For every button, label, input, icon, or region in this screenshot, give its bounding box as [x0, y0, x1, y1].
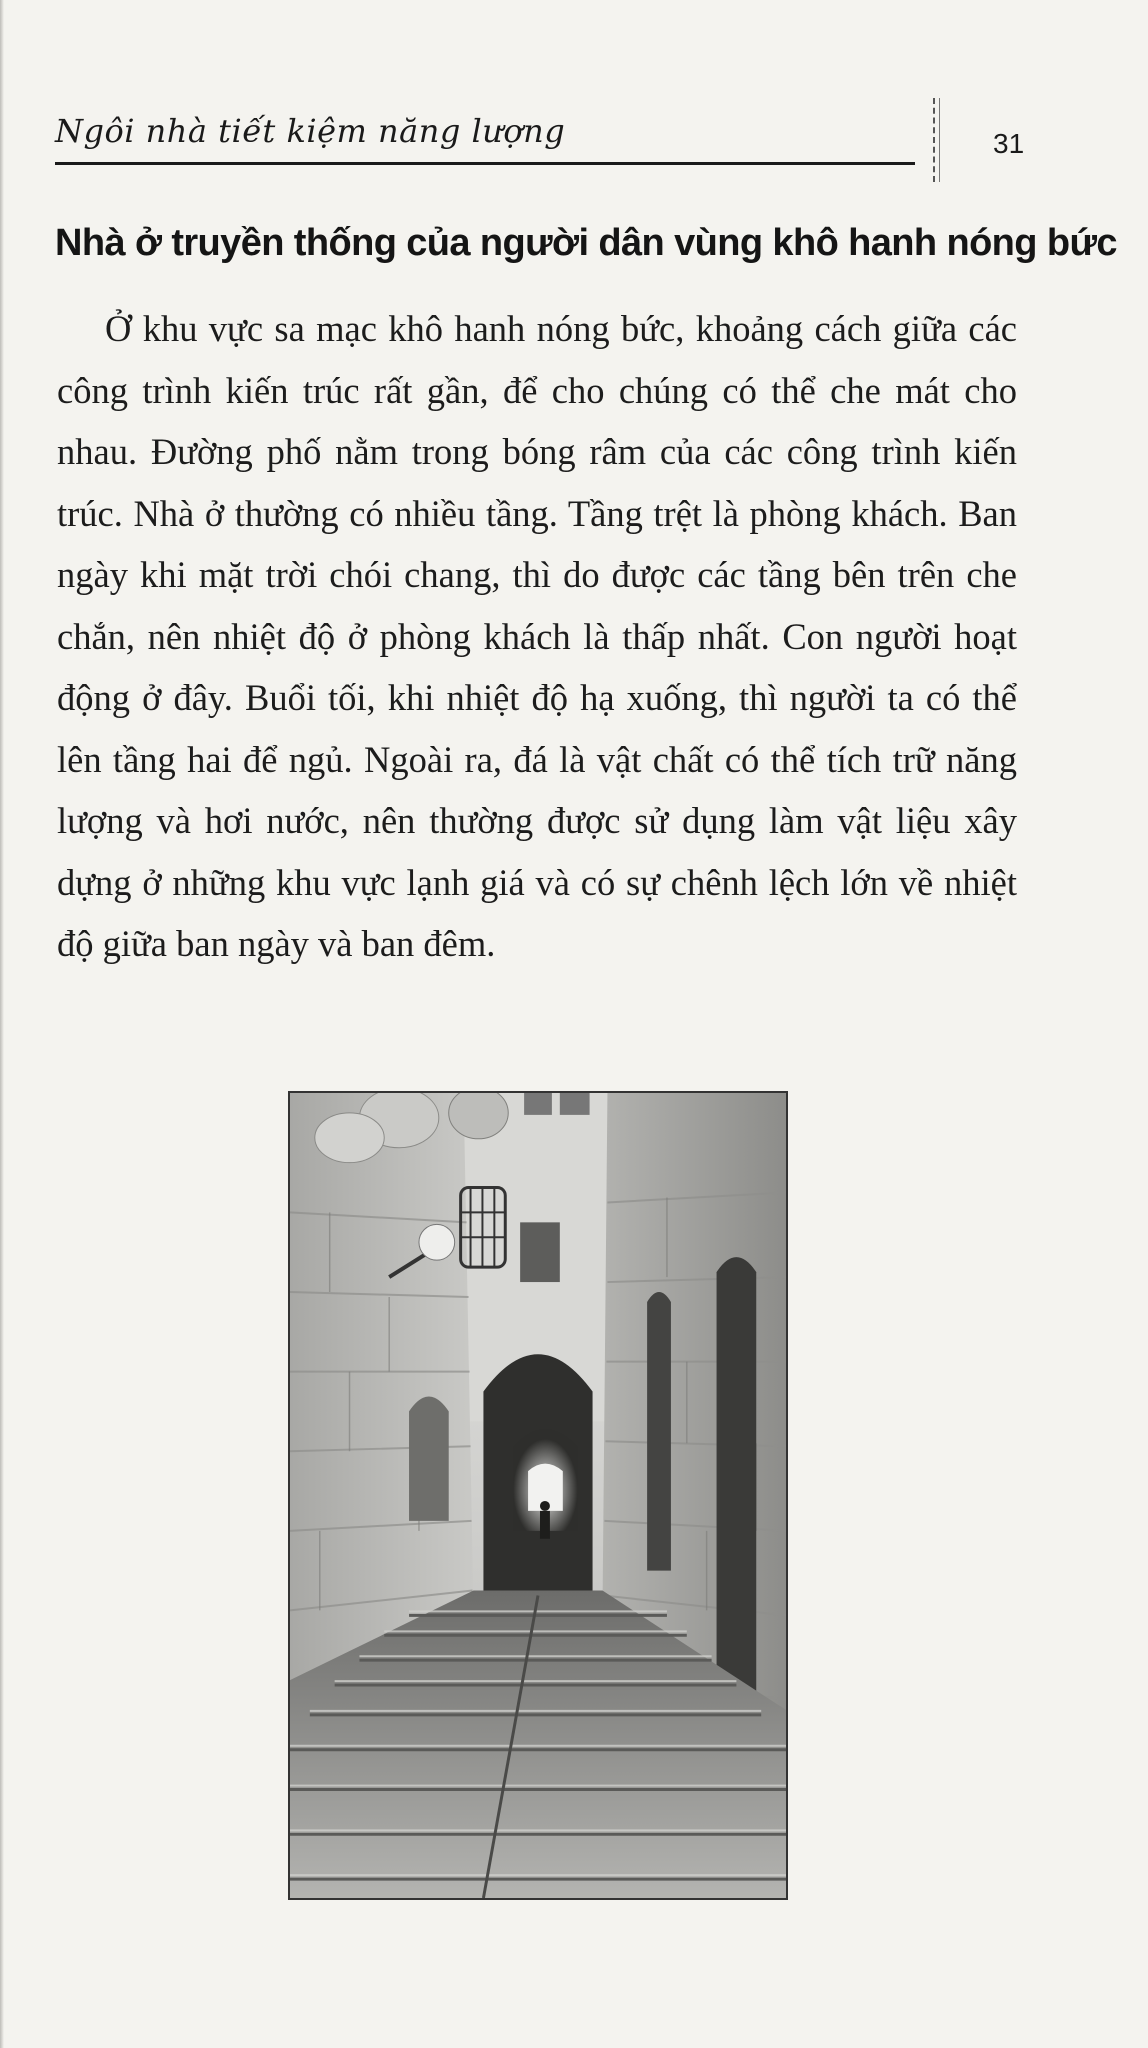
stone-alley-illustration	[290, 1093, 786, 1898]
header-rule	[55, 162, 915, 165]
page-number: 31	[993, 128, 1025, 159]
section-heading: Nhà ở truyền thống của người dân vùng khô hanh nóng bức	[55, 222, 1117, 264]
running-title: Ngôi nhà tiết kiệm năng lượng	[55, 112, 566, 150]
stone-alley-photo	[288, 1091, 788, 1900]
running-header	[55, 110, 915, 170]
header-divider	[933, 98, 940, 182]
body-paragraph: Ở khu vực sa mạc khô hanh nóng bức, khoảng cách giữa các công trình kiến trúc rất gần, để cho chúng có thể che mát cho nhau. Đường phố nằm trong bóng râm của các công trình kiến trúc. Nhà ở thường có nhiều tầng. Tầng trệt là phòng khách. Ban ngày khi mặt trời chói chang, thì do được các tầng bên trên che chắn, nên nhiệt độ ở phòng khách là thấp nhất. Con người hoạt động ở đây. Buổi tối, khi nhiệt độ hạ xuống, thì người ta có thể lên tầng hai để ngủ. Ngoài ra, đá là vật chất có thể tích trữ năng lượng và hơi nước, nên thường được sử dụng làm vật liệu xây dựng ở những khu vực lạnh giá và có sự chênh lệch lớn về nhiệt độ giữa ban ngày và ban đêm.	[57, 308, 1017, 964]
page-edge	[0, 0, 4, 2048]
